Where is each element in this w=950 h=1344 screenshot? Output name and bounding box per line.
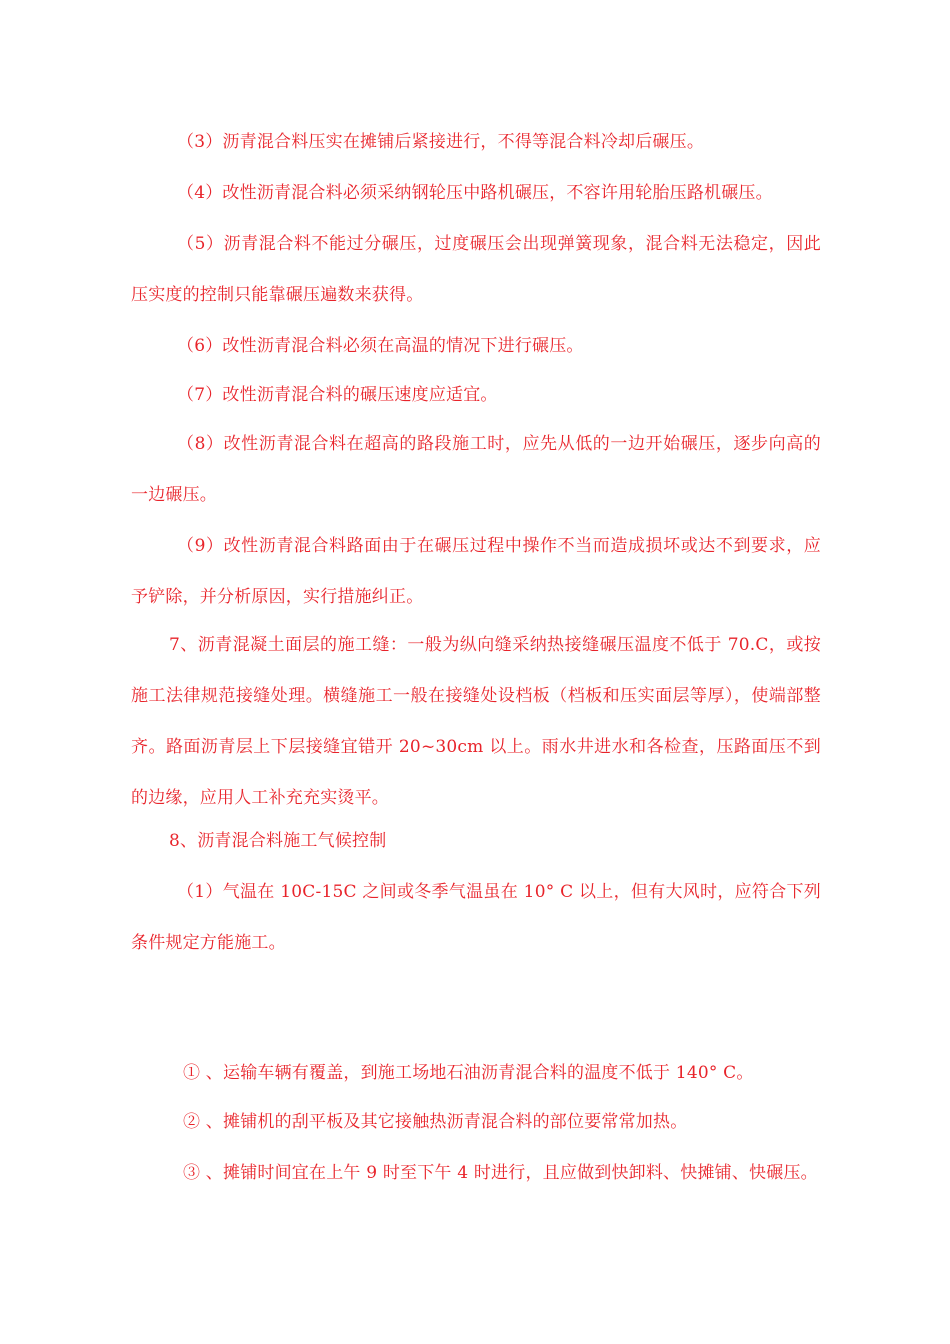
paragraph-8: （8）改性沥青混合料在超高的路段施工时，应先从低的一边开始碾压，逐步向高的一边碾压。 <box>131 434 821 505</box>
paragraph-5: （5）沥青混合料不能过分碾压，过度碾压会出现弹簧现象，混合料无法稳定，因此压实度的控制只能靠碾压遍数来获得。 <box>131 234 821 305</box>
list-item-circled-3: ③ 、摊铺时间宜在上午 9 时至下午 4 时进行，且应做到快卸料、快摊铺、快碾压。 <box>183 1163 818 1183</box>
paragraph-4: （4）改性沥青混合料必须采纳钢轮压中路机碾压，不容许用轮胎压路机碾压。 <box>177 183 773 203</box>
paragraph-7: （7）改性沥青混合料的碾压速度应适宜。 <box>177 385 498 405</box>
paragraph-6: （6）改性沥青混合料必须在高温的情况下进行碾压。 <box>177 336 584 356</box>
list-item-circled-2: ② 、摊铺机的刮平板及其它接触热沥青混合料的部位要常常加热。 <box>183 1112 688 1132</box>
condition-1-paragraph: （1）气温在 10C-15C 之间或冬季气温虽在 10° C 以上，但有大风时，应符合下列条件规定方能施工。 <box>131 882 821 953</box>
section-7-paragraph: 7、沥青混凝土面层的施工缝：一般为纵向缝采纳热接缝碾压温度不低于 70.C，或按施工法律规范接缝处理。横缝施工一般在接缝处设档板（档板和压实面层等厚），使端部整齐。路面沥青层上下层接缝宜错开 20~30cm 以上。雨水井进水和各检查，压路面压不到的边缘，应用人工补充充实烫平。 <box>131 635 821 808</box>
section-8-heading: 8、沥青混合料施工气候控制 <box>169 831 387 851</box>
paragraph-3: （3）沥青混合料压实在摊铺后紧接进行，不得等混合料冷却后碾压。 <box>177 132 705 152</box>
list-item-circled-1: ① 、运输车辆有覆盖，到施工场地石油沥青混合料的温度不低于 140° C。 <box>183 1063 754 1083</box>
paragraph-9: （9）改性沥青混合料路面由于在碾压过程中操作不当而造成损坏或达不到要求，应予铲除，并分析原因，实行措施纠正。 <box>131 536 821 607</box>
